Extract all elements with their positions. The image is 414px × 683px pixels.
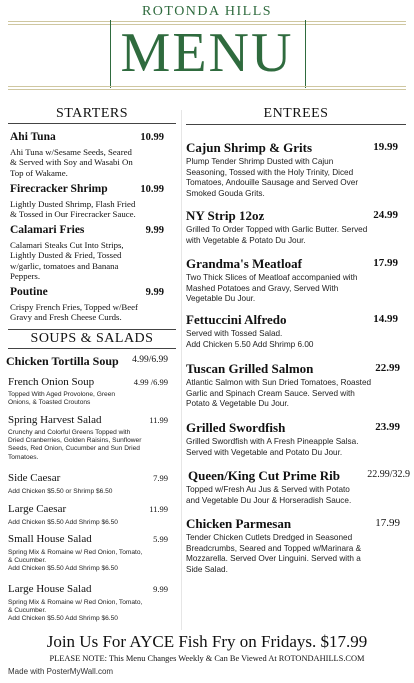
item-name: Calamari Fries [10,224,85,236]
item-price: 11.99 [149,415,168,425]
item-price: 24.99 [373,209,398,221]
starters-heading-rule [8,123,176,124]
item-name: Side Caesar [8,472,61,484]
item-price: 10.99 [140,132,164,143]
item-price: 22.99/32.9 [367,469,410,480]
item-desc: Grilled To Order Topped with Garlic Butter. Served with Vegetable & Potato Du Jour. [186,225,368,245]
item-price: 9.99 [145,287,164,298]
item-desc: Atlantic Salmon with Sun Dried Tomatoes, Roasted Garlic and Spinach Cream Sauce. Served with Potato & Vegetable Du Jour. [186,378,372,409]
item-name: NY Strip 12oz [186,208,265,223]
menu-note: PLEASE NOTE: This Menu Changes Weekly & Can Be Viewed At ROTONDAHILLS.COM [49,654,365,663]
entrees-heading-rule [186,124,406,125]
item-price: 19.99 [373,141,398,153]
item-price: 9.99 [153,584,168,594]
ayce-promo: Join Us For AYCE Fish Fry on Fridays. $17.99 [46,632,368,651]
item-name: Queen/King Cut Prime Rib [188,468,341,483]
item-price: 23.99 [375,421,400,433]
item-desc: Crispy French Fries, Topped w/Beef Gravy and Fresh Cheese Curds. [10,302,138,323]
item-price: 10.99 [140,184,164,195]
item-desc: Topped With Aged Provolone, Green Onions, & Toasted Croutons [8,391,116,407]
item-desc: Spring Mix & Romaine w/ Red Onion, Tomato, & Cucumber. Add Chicken $5.50 Add Shrimp $6.50 [8,549,143,573]
item-name: Fettuccini Alfredo [186,312,287,327]
item-name: Grilled Swordfish [186,420,286,435]
item-price: 11.99 [149,504,168,514]
item-name: Grandma's Meatloaf [186,256,302,271]
featured-soup-price: 4.99/6.99 [132,355,168,365]
item-name: Firecracker Shrimp [10,183,108,195]
starters-heading: STARTERS [55,106,129,121]
item-desc: Add Chicken $5.50 Add Shrimp $6.50 [8,519,118,526]
item-desc: Two Thick Slices of Meatloaf accompanied with Mashed Potatoes and Gravy, Served With Vegetable Du Jour. [186,273,358,304]
item-name: Ahi Tuna [10,131,56,143]
soups-heading-rule-top [8,329,176,330]
item-name: Large House Salad [8,583,92,595]
item-desc: Plump Tender Shrimp Dusted with Cajun Seasoning, Tossed with the Holy Trinity, Diced Tomatoes, Andouille Sausage and Served Over Smoked Gouda Grits. [186,157,359,198]
item-desc: Tender Chicken Cutlets Dredged in Seasoned Breadcrumbs, Seared and Topped w/Marinara & Mozzarella. Served Over Linguini. Served with a Side Salad. [186,533,362,574]
item-desc: Calamari Steaks Cut Into Strips, Lightly Dusted & Fried, Tossed w/garlic, tomatoes and Banana Peppers. [10,240,124,282]
column-divider [181,110,182,630]
item-price: 7.99 [153,473,168,483]
restaurant-name: ROTONDA HILLS [141,4,273,19]
item-price: 17.99 [375,517,400,529]
item-name: Cajun Shrimp & Grits [186,140,313,155]
item-desc: Grilled Swordfish with A Fresh Pineapple Salsa. Served with Vegetable and Potato Du Jour. [186,437,359,457]
item-desc: Lightly Dusted Shrimp, Flash Fried & Tossed in Our Firecracker Sauce. [10,199,136,220]
item-desc: Topped w/Fresh Au Jus & Served with Potato and Vegetable Du Jour & Horseradish Sauce. [186,485,352,505]
header-rule-bottom [8,86,406,87]
item-price: 9.99 [145,225,164,236]
entrees-heading: ENTREES [263,106,329,121]
item-price: 4.99 /6.99 [133,377,168,387]
item-name: Chicken Parmesan [186,516,292,531]
item-name: Tuscan Grilled Salmon [186,361,314,376]
item-price: 17.99 [373,257,398,269]
item-desc: Ahi Tuna w/Sesame Seeds, Seared & Served with Soy and Wasabi On Top of Wakame. [10,147,133,178]
menu-title: MENU [120,22,294,84]
item-name: Small House Salad [8,533,92,545]
item-price: 5.99 [153,534,168,544]
watermark-credit: Made with PosterMyWall.com [8,667,114,676]
item-name: French Onion Soup [8,376,95,388]
item-desc: Served with Tossed Salad. Add Chicken 5.50 Add Shrimp 6.00 [186,329,314,349]
header-rule-bottom-2 [8,89,406,90]
item-name: Large Caesar [8,503,67,515]
item-desc: Spring Mix & Romaine w/ Red Onion, Tomato, & Cucumber. Add Chicken $5.50 Add Shrimp $6.50 [8,599,143,623]
item-name: Spring Harvest Salad [8,414,102,426]
soups-heading-rule-bottom [8,348,176,349]
item-desc: Crunchy and Colorful Greens Topped with Dried Cranberries, Golden Raisins, Sunflower Seeds, Red Onion, Cucumber and Sun Dried Tomatoes. [8,429,142,461]
item-desc: Add Chicken $5.50 or Shrimp $6.50 [8,488,113,495]
soups-heading: SOUPS & SALADS [30,331,154,346]
item-price: 22.99 [375,362,400,374]
item-name: Poutine [10,286,48,298]
featured-soup-name: Chicken Tortilla Soup [6,354,119,368]
item-price: 14.99 [373,313,398,325]
